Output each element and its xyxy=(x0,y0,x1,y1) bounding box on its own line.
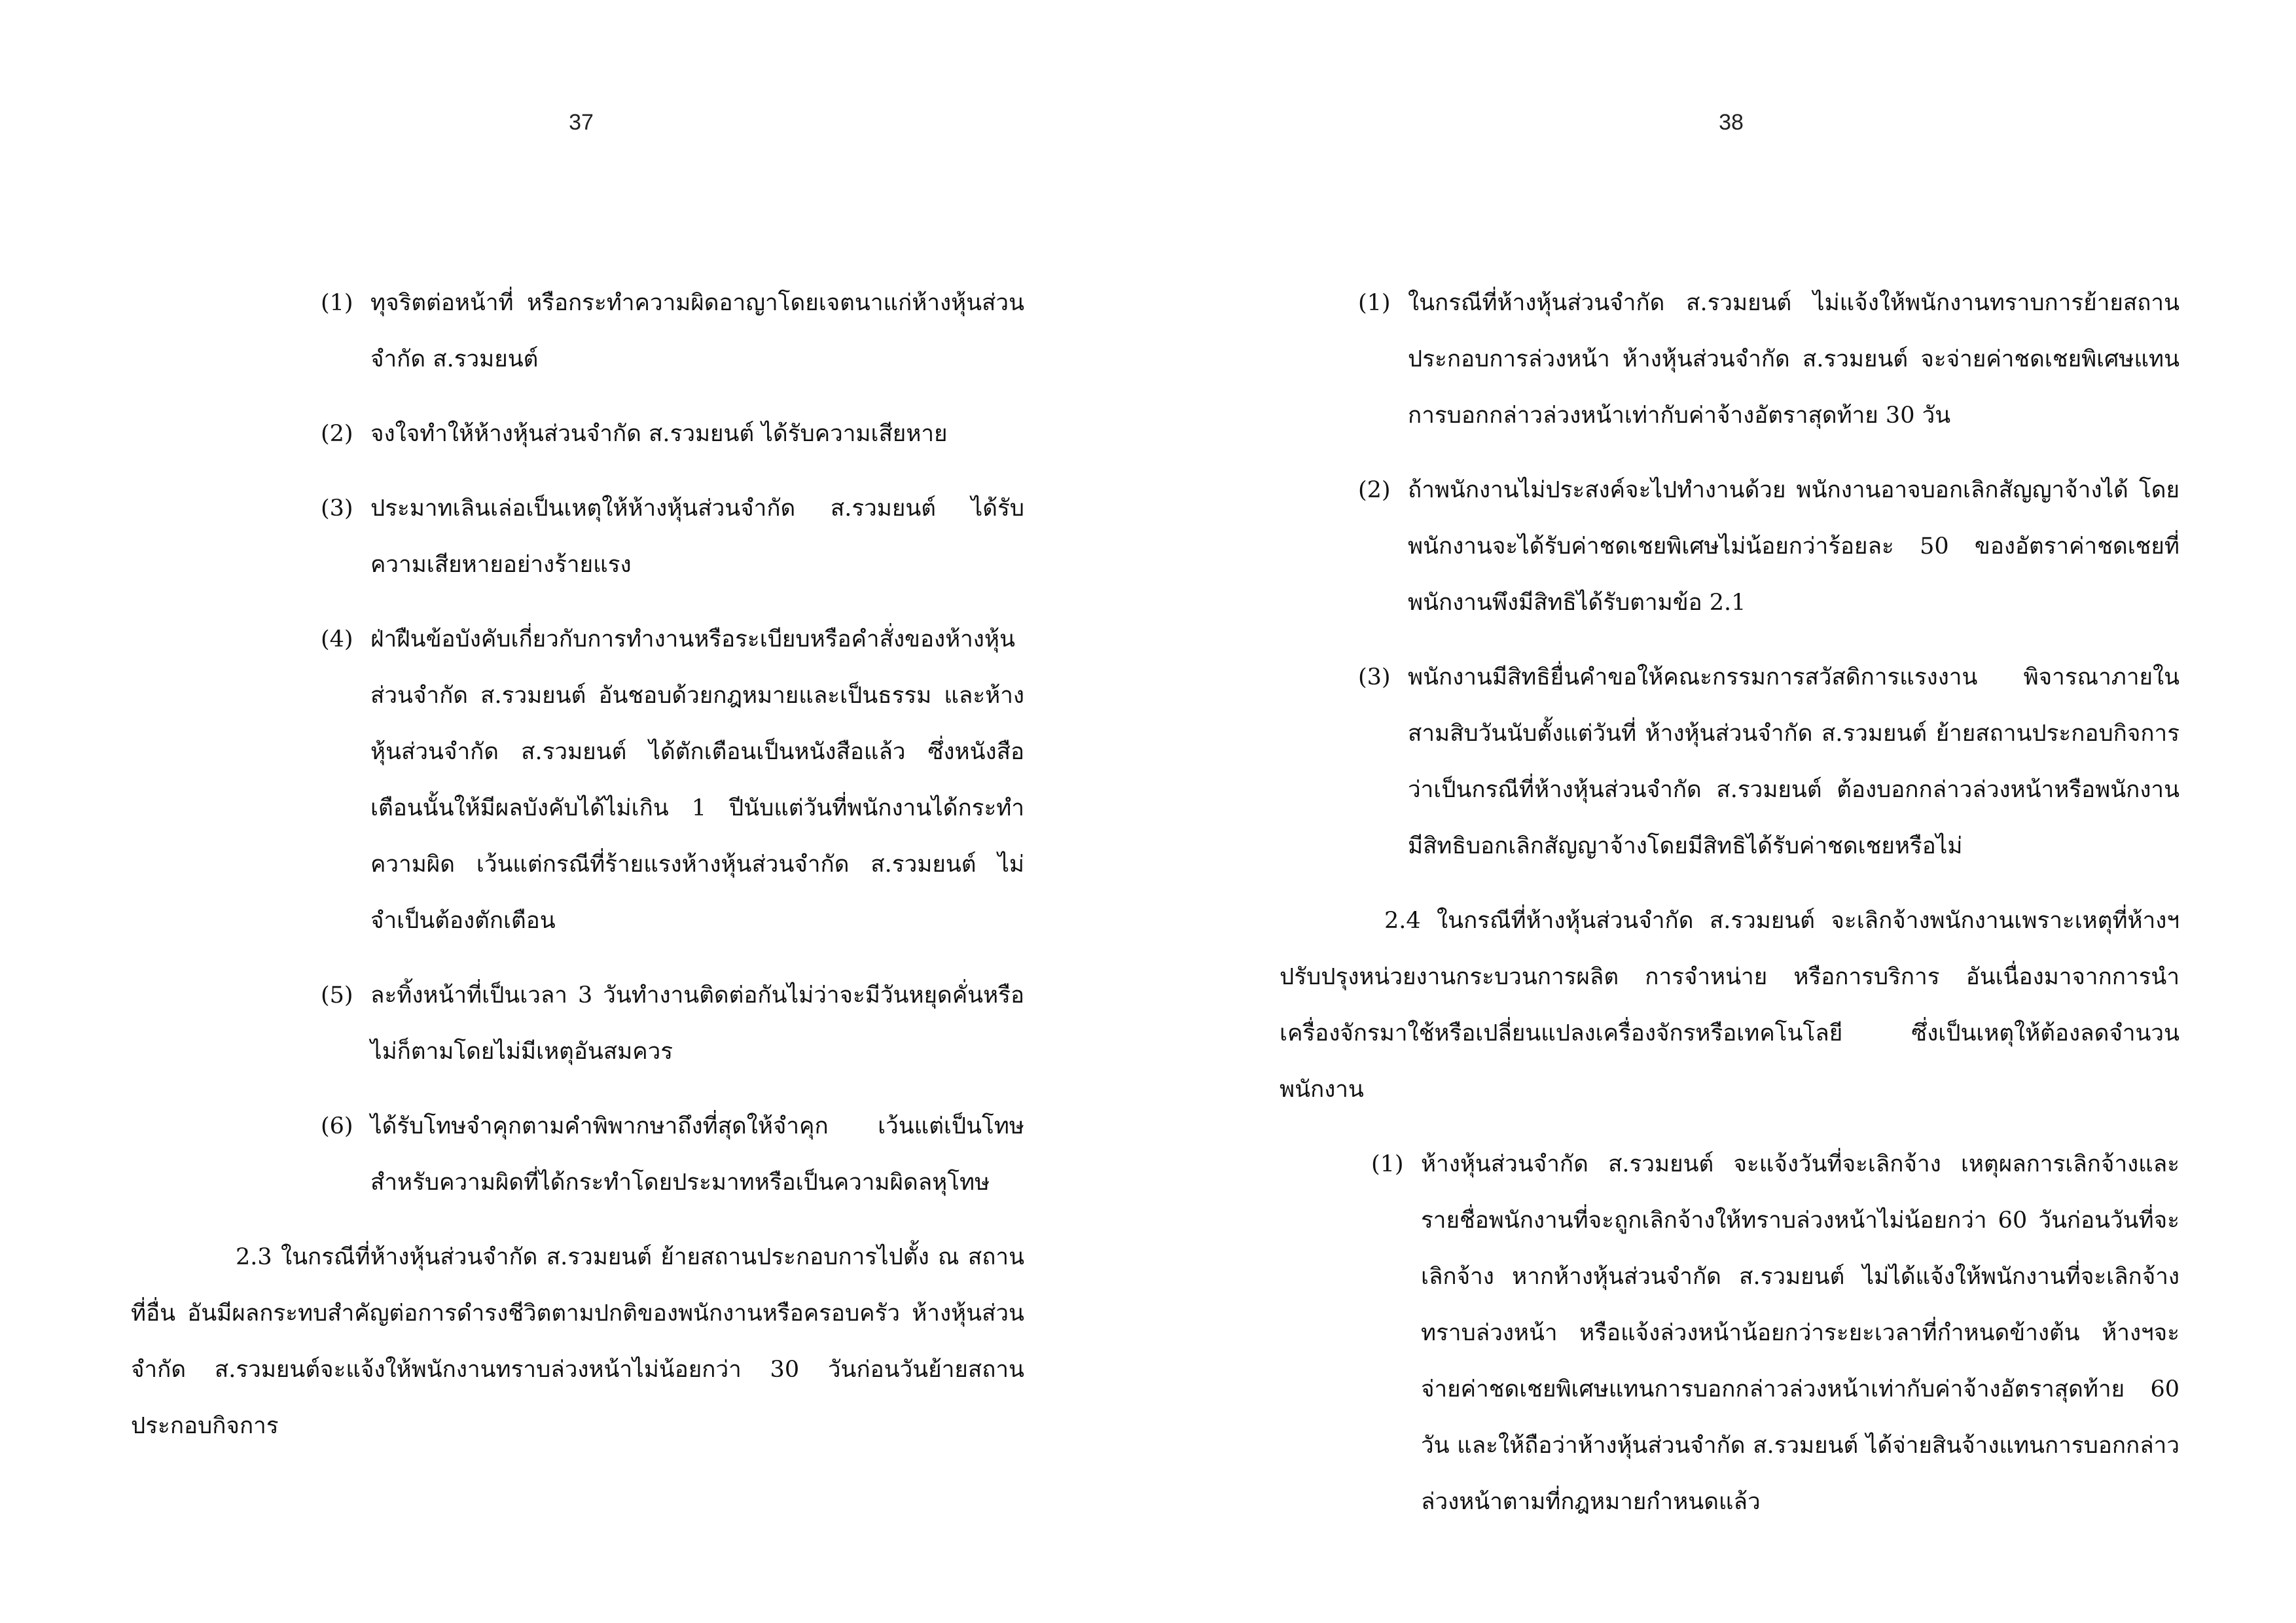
item-text: ได้รับโทษจำคุกตามคำพิพากษาถึงที่สุดให้จำคุก เว้นแต่เป็นโทษสำหรับความผิดที่ได้กระทำโดยประมาทหรือเป็นความผิดลหุโทษ xyxy=(370,1113,1024,1196)
item-text: ประมาทเลินเล่อเป็นเหตุให้ห้างหุ้นส่วนจำกัด ส.รวมยนต์ ได้รับความเสียหายอย่างร้ายแรง xyxy=(370,495,1024,578)
item-text: ฝ่าฝืนข้อบังคับเกี่ยวกับการทำงานหรือระเบียบหรือคำสั่งของห้างหุ้นส่วนจำกัด ส.รวมยนต์ อันชอบด้วยกฎหมายและเป็นธรรม และห้างหุ้นส่วนจำกัด ส.รวมยนต์ ได้ตักเตือนเป็นหนังสือแล้ว ซึ่งหนังสือเตือนนั้นให้มีผลบังคับได้ไม่เกิน 1 ปีนับแต่วันที่พนักงานได้กระทำความผิด เว้นแต่กรณีที่ร้ายแรงห้างหุ้นส่วนจำกัด ส.รวมยนต์ ไม่จำเป็นต้องตักเตือน xyxy=(370,626,1024,934)
item-number: (5) xyxy=(321,982,353,1008)
list-item xyxy=(321,967,1024,1080)
item-number: (4) xyxy=(321,626,353,652)
list-item xyxy=(1358,649,2179,874)
list-item xyxy=(321,480,1024,593)
list-item xyxy=(1358,462,2179,631)
item-number: (2) xyxy=(321,421,353,447)
item-text: ห้างหุ้นส่วนจำกัด ส.รวมยนต์ จะแจ้งวันที่จะเลิกจ้าง เหตุผลการเลิกจ้างและรายชื่อพนักงานที่จะถูกเลิกจ้างให้ทราบล่วงหน้าไม่น้อยกว่า 60 วันก่อนวันที่จะเลิกจ้าง หากห้างหุ้นส่วนจำกัด ส.รวมยนต์ ไม่ได้แจ้งให้พนักงานที่จะเลิกจ้างทราบล่วงหน้า หรือแจ้งล่วงหน้าน้อยกว่าระยะเวลาที่กำหนดข้างต้น ห้างฯจะจ่ายค่าชดเชยพิเศษแทนการบอกกล่าวล่วงหน้าเท่ากับค่าจ้างอัตราสุดท้าย 60 วัน และให้ถือว่าห้างหุ้นส่วนจำกัด ส.รวมยนต์ ได้จ่ายสินจ้างแทนการบอกกล่าวล่วงหน้าตามที่กฎหมายกำหนดแล้ว xyxy=(1421,1151,2179,1515)
right-page-body xyxy=(1280,275,2179,1548)
item-number: (1) xyxy=(1371,1151,1404,1177)
list-item xyxy=(321,275,1024,387)
right-list xyxy=(1358,275,2179,874)
left-page-body xyxy=(131,275,1024,1472)
list-item xyxy=(321,406,1024,462)
item-number: (2) xyxy=(1358,477,1391,503)
item-text: ถ้าพนักงานไม่ประสงค์จะไปทำงานด้วย พนักงานอาจบอกเลิกสัญญาจ้างได้ โดยพนักงานจะได้รับค่าชดเชยพิเศษไม่น้อยกว่าร้อยละ 50 ของอัตราค่าชดเชยที่พนักงานพึงมีสิทธิได้รับตามข้อ 2.1 xyxy=(1408,477,2179,616)
left-list xyxy=(321,275,1024,1211)
list-item xyxy=(321,611,1024,949)
list-item xyxy=(1371,1136,2179,1530)
list-item xyxy=(321,1098,1024,1211)
item-number: (6) xyxy=(321,1113,353,1139)
item-text: พนักงานมีสิทธิยื่นคำขอให้คณะกรรมการสวัสดิการแรงงาน พิจารณาภายในสามสิบวันนับตั้งแต่วันที่ ห้างหุ้นส่วนจำกัด ส.รวมยนต์ ย้ายสถานประกอบกิจการว่าเป็นกรณีที่ห้างหุ้นส่วนจำกัด ส.รวมยนต์ ต้องบอกกล่าวล่วงหน้าหรือพนักงานมีสิทธิบอกเลิกสัญญาจ้างโดยมีสิทธิได้รับค่าชดเชยหรือไม่ xyxy=(1408,664,2179,859)
item-text: ในกรณีที่ห้างหุ้นส่วนจำกัด ส.รวมยนต์ ไม่แจ้งให้พนักงานทราบการย้ายสถานประกอบการล่วงหน้า ห้างหุ้นส่วนจำกัด ส.รวมยนต์ จะจ่ายค่าชดเชยพิเศษแทนการบอกกล่าวล่วงหน้าเท่ากับค่าจ้างอัตราสุดท้าย 30 วัน xyxy=(1408,290,2179,429)
item-number: (1) xyxy=(321,290,353,316)
page-number-right: 38 xyxy=(1719,110,1744,135)
item-text: จงใจทำให้ห้างหุ้นส่วนจำกัด ส.รวมยนต์ ได้รับความเสียหาย xyxy=(370,421,948,447)
list-item xyxy=(1358,275,2179,444)
item-number: (3) xyxy=(321,495,353,522)
item-number: (1) xyxy=(1358,290,1391,316)
right-sub-list xyxy=(1371,1136,2179,1530)
section-2-4-paragraph: 2.4 ในกรณีที่ห้างหุ้นส่วนจำกัด ส.รวมยนต์ จะเลิกจ้างพนักงานเพราะเหตุที่ห้างฯปรับปรุงหน่วยงานกระบวนการผลิต การจำหน่าย หรือการบริการ อันเนื่องมาจากการนำเครื่องจักรมาใช้หรือเปลี่ยนแปลงเครื่องจักรหรือเทคโนโลยี ซึ่งเป็นเหตุให้ต้องลดจำนวนพนักงาน xyxy=(1280,908,2179,1103)
item-number: (3) xyxy=(1358,664,1391,690)
page-number-left: 37 xyxy=(569,110,594,135)
item-text: ทุจริตต่อหน้าที่ หรือกระทำความผิดอาญาโดยเจตนาแก่ห้างหุ้นส่วนจำกัด ส.รวมยนต์ xyxy=(370,290,1024,372)
section-2-3-paragraph: 2.3 ในกรณีที่ห้างหุ้นส่วนจำกัด ส.รวมยนต์ ย้ายสถานประกอบการไปตั้ง ณ สถานที่อื่น อันมีผลกระทบสำคัญต่อการดำรงชีวิตตามปกติของพนักงานหรือครอบครัว ห้างหุ้นส่วนจำกัด ส.รวมยนต์จะแจ้งให้พนักงานทราบล่วงหน้าไม่น้อยกว่า 30 วันก่อนวันย้ายสถานประกอบกิจการ xyxy=(131,1244,1024,1439)
item-text: ละทิ้งหน้าที่เป็นเวลา 3 วันทำงานติดต่อกันไม่ว่าจะมีวันหยุดคั่นหรือไม่ก็ตามโดยไม่มีเหตุอันสมควร xyxy=(370,982,1024,1065)
